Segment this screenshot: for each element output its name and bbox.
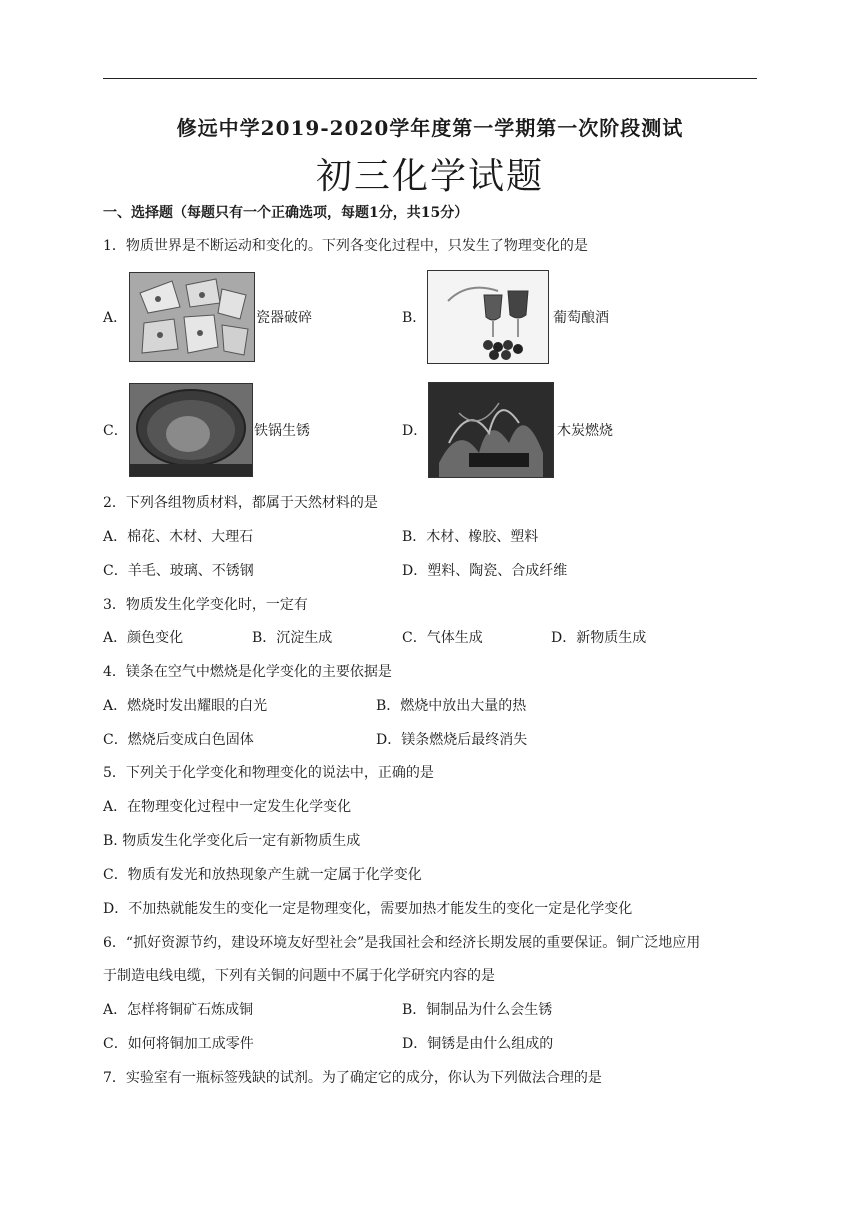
q2-stem: 2．下列各组物质材料，都属于天然材料的是 — [103, 495, 378, 511]
school-title: 修远中学2019-2020学年度第一学期第一次阶段测试 — [176, 116, 684, 140]
wine-grapes-photo-icon — [427, 270, 549, 364]
q5-option-d: D．不加热就能发生的变化一定是物理变化，需要加热才能发生的变化一定是化学变化 — [103, 901, 633, 917]
q5-option-c: C．物质有发光和放热现象产生就一定属于化学变化 — [103, 867, 422, 883]
q6-option-c: C．如何将铜加工成零件 — [103, 1036, 254, 1052]
q6-stem-line1: 6．“抓好资源节约，建设环境友好型社会”是我国社会和经济长期发展的重要保证。铜广泛地应用 — [103, 935, 701, 951]
q3-option-d: D．新物质生成 — [551, 630, 647, 646]
q2-option-a: A．棉花、木材、大理石 — [103, 529, 254, 545]
q4-option-a: A．燃烧时发出耀眼的白光 — [103, 698, 268, 714]
burning-charcoal-photo-icon — [428, 382, 554, 478]
q2-option-d: D．塑料、陶瓷、合成纤维 — [402, 563, 568, 579]
q5-option-a: A．在物理变化过程中一定发生化学变化 — [103, 799, 352, 815]
q4-stem: 4．镁条在空气中燃烧是化学变化的主要依据是 — [103, 664, 392, 680]
q1-option-d-caption: 木炭燃烧 — [557, 423, 613, 439]
q5-option-b: B. 物质发生化学变化后一定有新物质生成 — [103, 833, 361, 849]
subject-title: 初三化学试题 — [315, 156, 544, 197]
q4-option-b: B．燃烧中放出大量的热 — [376, 698, 527, 714]
q4-option-c: C．燃烧后变成白色固体 — [103, 732, 254, 748]
q1-option-d-letter: D． — [402, 423, 428, 439]
q1-option-a-letter: A． — [103, 310, 128, 326]
q4-option-d: D．镁条燃烧后最终消失 — [376, 732, 528, 748]
q1-option-c-letter: C． — [103, 423, 128, 439]
broken-porcelain-photo-icon — [129, 272, 255, 362]
q5-stem: 5．下列关于化学变化和物理变化的说法中，正确的是 — [103, 765, 434, 781]
q6-option-b: B．铜制品为什么会生锈 — [402, 1002, 553, 1018]
q2-option-b: B．木材、橡胶、塑料 — [402, 529, 539, 545]
q1-option-b-letter: B． — [402, 310, 427, 326]
top-rule — [103, 78, 757, 79]
q3-stem: 3．物质发生化学变化时，一定有 — [103, 597, 308, 613]
q3-option-c: C．气体生成 — [402, 630, 483, 646]
q1-option-b-caption: 葡萄酿酒 — [553, 310, 609, 326]
rusty-wok-photo-icon — [129, 383, 253, 477]
q6-option-a: A．怎样将铜矿石炼成铜 — [103, 1002, 254, 1018]
q3-option-a: A．颜色变化 — [103, 630, 184, 646]
q1-stem: 1．物质世界是不断运动和变化的。下列各变化过程中，只发生了物理变化的是 — [103, 238, 588, 254]
q6-stem-line2: 于制造电线电缆，下列有关铜的问题中不属于化学研究内容的是 — [103, 968, 495, 984]
section-heading: 一、选择题（每题只有一个正确选项，每题1分，共15分） — [103, 205, 469, 221]
q2-option-c: C．羊毛、玻璃、不锈钢 — [103, 563, 254, 579]
q1-option-c-caption: 铁锅生锈 — [254, 423, 310, 439]
q3-option-b: B．沉淀生成 — [252, 630, 333, 646]
q7-stem: 7．实验室有一瓶标签残缺的试剂。为了确定它的成分，你认为下列做法合理的是 — [103, 1070, 602, 1086]
q1-option-a-caption: 瓷器破碎 — [256, 310, 312, 326]
q6-option-d: D．铜锈是由什么组成的 — [402, 1036, 554, 1052]
